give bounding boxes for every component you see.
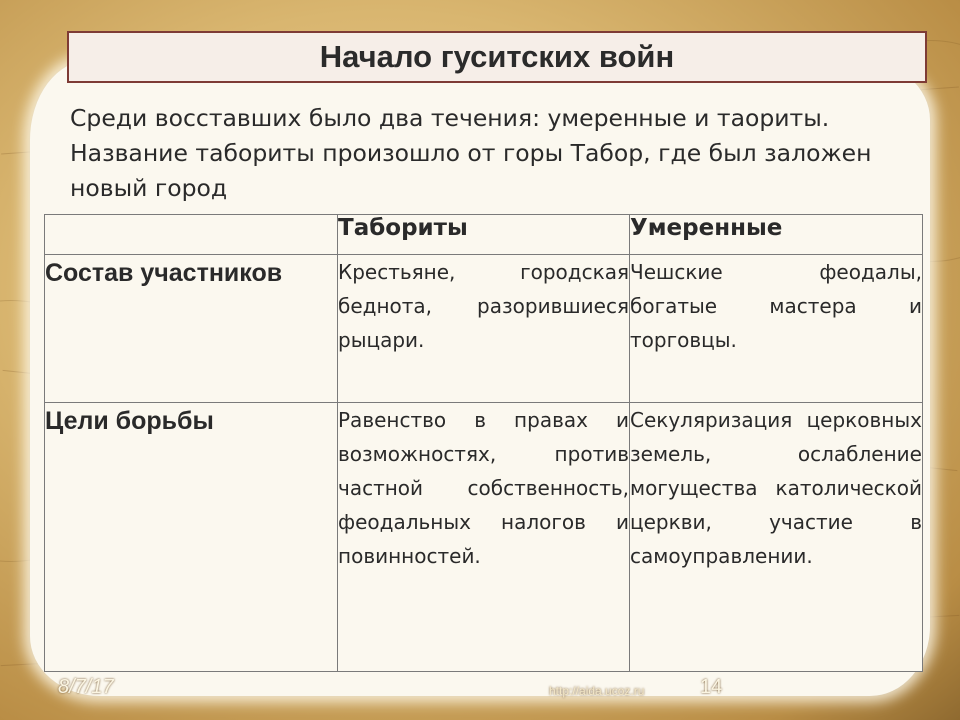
cell-participants-moderates: Чешские феодалы, богатые мастера и торговцы. [630, 255, 923, 403]
cell-goals-taborites: Равенство в правах и возможностях, против частной собственность, феодальных налогов и повинностей. [338, 403, 630, 672]
column-header-taborites: Табориты [338, 215, 630, 255]
cell-participants-taborites: Крестьяне, городская беднота, разорившиеся рыцари. [338, 255, 630, 403]
footer-url: http://aida.ucoz.ru [549, 684, 645, 698]
slide-title: Начало гуситских войн [67, 31, 927, 83]
footer-date: 8/7/17 [58, 676, 114, 698]
table-row [45, 255, 923, 403]
intro-text: Среди восставших было два течения: умеренные и таориты. Название табориты произошло от горы Табор, где был заложен новый город [70, 104, 872, 202]
row-header-goals: Цели борьбы [45, 403, 338, 672]
row-header-participants: Состав участников [45, 255, 338, 403]
comparison-table [44, 214, 923, 672]
column-header-moderates: Умеренные [630, 215, 923, 255]
table-header-row [45, 215, 923, 255]
table-corner-cell [45, 215, 338, 255]
table-row [45, 403, 923, 672]
cell-goals-moderates: Секуляризация церковных земель, ослабление могущества католической церкви, участие в самоуправлении. [630, 403, 923, 672]
footer-page-number: 14 [700, 676, 723, 698]
